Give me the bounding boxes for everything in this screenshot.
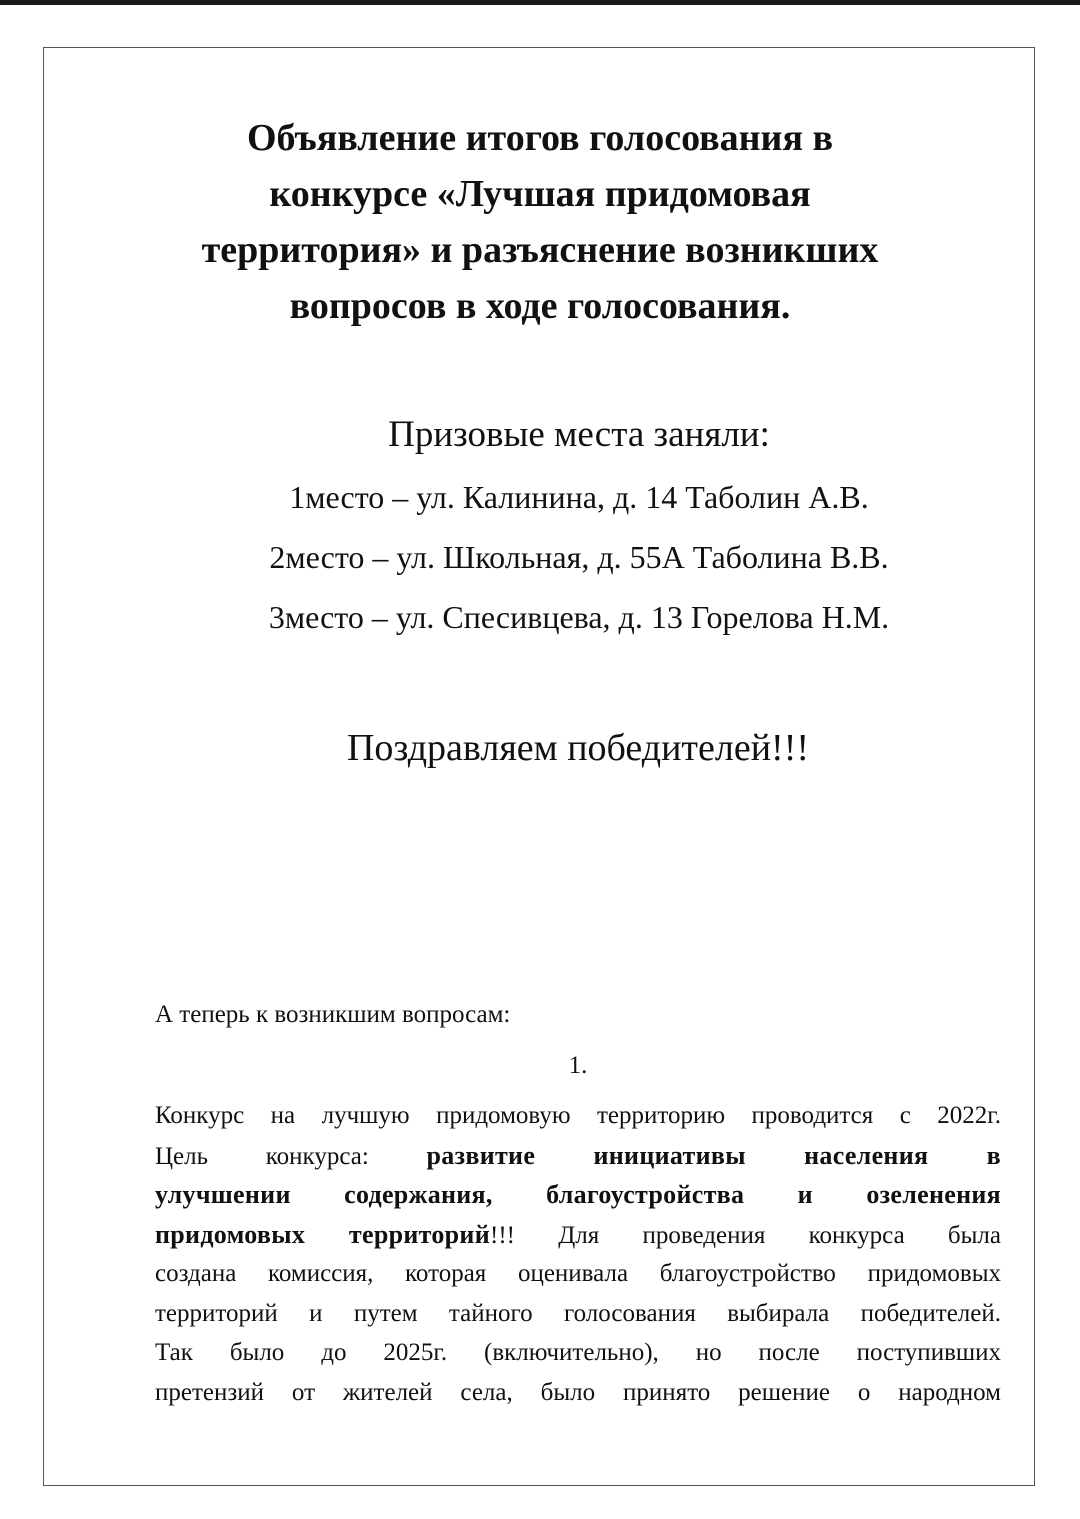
document-title [0, 110, 1080, 334]
body-line: претензий от жителей села, было принято решение о народном [155, 1378, 1001, 1406]
title-line: вопросов в ходе голосования. [289, 285, 791, 327]
congratulations-text: Поздравляем победителей!!! [346, 727, 810, 769]
prize-place-2: 2место – ул. Школьная, д. 55А Таболина В.В. [269, 539, 889, 575]
body-line: территорий и путем тайного голосования выбирала победителей. [155, 1299, 1001, 1327]
top-bar [0, 0, 1080, 5]
body-bold-text: развитие инициативы населения в [426, 1140, 1001, 1170]
body-line: Так было до 2025г. (включительно), но после поступивших [155, 1339, 1001, 1366]
body-text: Цель конкурса: [155, 1142, 369, 1170]
body-line [155, 1138, 1001, 1178]
prize-places-list [0, 474, 1080, 654]
question-answer-body [155, 1098, 1001, 1414]
question-number: 1. [568, 1052, 588, 1079]
body-line [155, 1217, 1001, 1257]
prize-place-1: 1место – ул. Калинина, д. 14 Таболин А.В. [289, 479, 869, 515]
title-line: Объявление итогов голосования в [246, 117, 834, 159]
prize-place-3: 3место – ул. Спесивцева, д. 13 Горелова Н.М. [268, 599, 890, 635]
body-bold-text: улучшении содержания, благоустройства и озеленения [155, 1180, 1001, 1209]
body-bold-text: придомовых территорий [155, 1219, 490, 1249]
body-line [155, 1177, 1001, 1217]
title-line: конкурсе «Лучшая придомовая [269, 173, 811, 215]
questions-intro: А теперь к возникшим вопросам: [155, 1001, 511, 1028]
body-line: Конкурс на лучшую придомовую территорию проводится с 2022г. [155, 1102, 1001, 1129]
body-line: создана комиссия, которая оценивала благоустройство придомовых [155, 1260, 1001, 1287]
prize-heading: Призовые места заняли: [388, 414, 770, 455]
body-text: !!! Для проведения конкурса была [490, 1221, 1002, 1249]
title-line: территория» и разъяснение возникших [201, 229, 879, 271]
